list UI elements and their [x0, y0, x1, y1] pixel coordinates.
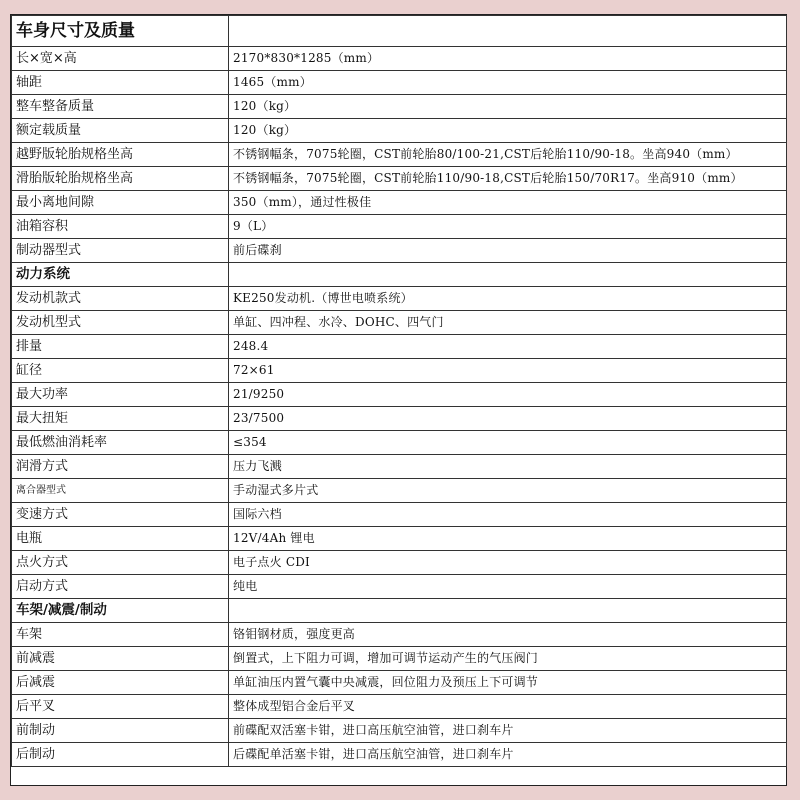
- table-row: [12, 695, 787, 719]
- spec-label: 发动机型式: [12, 311, 229, 335]
- spec-label: 润滑方式: [12, 455, 229, 479]
- spec-label: 缸径: [12, 359, 229, 383]
- table-row: [12, 143, 787, 167]
- spec-value: 不锈钢幅条，7075轮圈，CST前轮胎110/90-18,CST后轮胎150/70R17。坐高910（mm）: [229, 167, 787, 191]
- table-row: [12, 407, 787, 431]
- spec-label: 最小离地间隙: [12, 191, 229, 215]
- spec-value: 单缸油压内置气囊中央减震，回位阻力及预压上下可调节: [229, 671, 787, 695]
- table-row: [12, 119, 787, 143]
- spec-label: 长×宽×高: [12, 47, 229, 71]
- section-header-row: [12, 599, 787, 623]
- table-row: [12, 287, 787, 311]
- spec-label: 后平叉: [12, 695, 229, 719]
- spec-label: 车架: [12, 623, 229, 647]
- table-row: [12, 239, 787, 263]
- section-title: 动力系统: [12, 263, 229, 287]
- spec-label: 滑胎版轮胎规格坐高: [12, 167, 229, 191]
- table-row: [12, 551, 787, 575]
- table-row: [12, 71, 787, 95]
- spec-table-body: [12, 16, 787, 767]
- spec-value: 压力飞溅: [229, 455, 787, 479]
- spec-value: 整体成型铝合金后平叉: [229, 695, 787, 719]
- spec-value: ≤354: [229, 431, 787, 455]
- spec-value: 倒置式，上下阻力可调，增加可调节运动产生的气压阀门: [229, 647, 787, 671]
- table-row: [12, 719, 787, 743]
- spec-value: 前后碟刹: [229, 239, 787, 263]
- spec-label: 额定载质量: [12, 119, 229, 143]
- spec-value: [229, 16, 787, 47]
- table-row: [12, 191, 787, 215]
- spec-value: [229, 599, 787, 623]
- spec-label: 后制动: [12, 743, 229, 767]
- table-row: [12, 623, 787, 647]
- spec-label: 最大功率: [12, 383, 229, 407]
- spec-table: [11, 15, 787, 767]
- table-row: [12, 215, 787, 239]
- spec-value: 21/9250: [229, 383, 787, 407]
- spec-label: 油箱容积: [12, 215, 229, 239]
- table-row: [12, 167, 787, 191]
- spec-label: 点火方式: [12, 551, 229, 575]
- spec-value: 后碟配单活塞卡钳，进口高压航空油管，进口刹车片: [229, 743, 787, 767]
- table-row: [12, 503, 787, 527]
- table-row: [12, 47, 787, 71]
- spec-value: 120（kg）: [229, 119, 787, 143]
- spec-label: 前减震: [12, 647, 229, 671]
- table-row: [12, 743, 787, 767]
- table-row: [12, 479, 787, 503]
- spec-label: 后减震: [12, 671, 229, 695]
- table-row: [12, 95, 787, 119]
- table-row: [12, 647, 787, 671]
- spec-label: 电瓶: [12, 527, 229, 551]
- spec-value: 23/7500: [229, 407, 787, 431]
- spec-value: 铬钼钢材质，强度更高: [229, 623, 787, 647]
- spec-value: 72×61: [229, 359, 787, 383]
- spec-label: 离合器型式: [12, 479, 229, 503]
- spec-label: 排量: [12, 335, 229, 359]
- spec-value: 纯电: [229, 575, 787, 599]
- spec-value: 120（kg）: [229, 95, 787, 119]
- table-row: [12, 311, 787, 335]
- spec-sheet: [10, 14, 787, 786]
- spec-label: 变速方式: [12, 503, 229, 527]
- table-row: [12, 575, 787, 599]
- table-row: [12, 383, 787, 407]
- table-row: [12, 335, 787, 359]
- spec-value: 9（L）: [229, 215, 787, 239]
- spec-value: 248.4: [229, 335, 787, 359]
- spec-label: 越野版轮胎规格坐高: [12, 143, 229, 167]
- spec-label: 启动方式: [12, 575, 229, 599]
- spec-value: 手动湿式多片式: [229, 479, 787, 503]
- section-title: 车架/减震/制动: [12, 599, 229, 623]
- spec-label: 最低燃油消耗率: [12, 431, 229, 455]
- spec-value: KE250发动机.（博世电喷系统）: [229, 287, 787, 311]
- spec-label: 轴距: [12, 71, 229, 95]
- spec-value: 350（mm），通过性极佳: [229, 191, 787, 215]
- spec-label: 前制动: [12, 719, 229, 743]
- table-row: [12, 527, 787, 551]
- section-header-row: [12, 263, 787, 287]
- spec-label: 制动器型式: [12, 239, 229, 263]
- spec-value: 电子点火 CDI: [229, 551, 787, 575]
- table-row: [12, 455, 787, 479]
- table-row: [12, 431, 787, 455]
- spec-value: 前碟配双活塞卡钳，进口高压航空油管，进口刹车片: [229, 719, 787, 743]
- spec-value: 不锈钢幅条，7075轮圈，CST前轮胎80/100-21,CST后轮胎110/90-18。坐高940（mm）: [229, 143, 787, 167]
- spec-value: 单缸、四冲程、水冷、DOHC、四气门: [229, 311, 787, 335]
- spec-label: 发动机款式: [12, 287, 229, 311]
- spec-label: 整车整备质量: [12, 95, 229, 119]
- table-row: [12, 359, 787, 383]
- spec-value: 12V/4Ah 锂电: [229, 527, 787, 551]
- table-title: 车身尺寸及质量: [12, 16, 229, 47]
- table-title-row: [12, 16, 787, 47]
- table-row: [12, 671, 787, 695]
- spec-label: 最大扭矩: [12, 407, 229, 431]
- spec-value: [229, 263, 787, 287]
- spec-value: 1465（mm）: [229, 71, 787, 95]
- spec-value: 国际六档: [229, 503, 787, 527]
- spec-value: 2170*830*1285（mm）: [229, 47, 787, 71]
